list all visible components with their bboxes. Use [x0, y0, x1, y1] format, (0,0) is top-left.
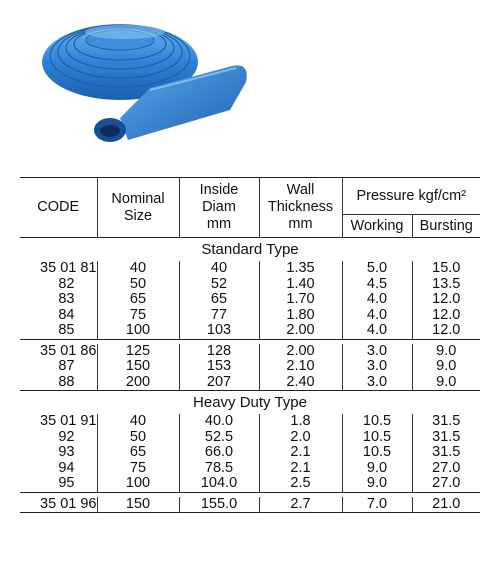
cell-nominal: 65	[97, 292, 179, 308]
section-title: Standard Type	[201, 241, 299, 258]
cell-wall: 1.35	[259, 261, 342, 277]
cell-wall: 1.70	[259, 292, 342, 308]
cell-code: 35 01 86	[40, 342, 97, 359]
cell-inside: 52.5	[179, 430, 259, 446]
table-body	[20, 238, 480, 514]
table-row	[20, 497, 480, 513]
cell-wall: 1.80	[259, 308, 342, 324]
cell-wall: 2.1	[259, 445, 342, 461]
header-code: CODE	[20, 178, 97, 238]
cell-inside: 52	[179, 277, 259, 293]
table-row	[20, 445, 480, 461]
cell-wall: 2.00	[259, 323, 342, 339]
cell-wall: 2.10	[259, 359, 342, 375]
table-row	[20, 292, 480, 308]
cell-code: 35 01 96	[40, 495, 97, 512]
cell-working: 4.0	[342, 308, 412, 324]
cell-working: 10.5	[342, 445, 412, 461]
cell-nominal: 65	[97, 445, 179, 461]
cell-inside: 104.0	[179, 476, 259, 492]
cell-working: 10.5	[342, 430, 412, 446]
cell-bursting: 9.0	[412, 359, 480, 375]
header-bursting: Bursting	[412, 215, 480, 238]
header-wall-thickness: Wall Thickness mm	[259, 178, 342, 238]
cell-wall: 2.00	[259, 344, 342, 360]
cell-code: 84	[58, 306, 75, 323]
cell-bursting: 21.0	[412, 497, 480, 513]
table-bottom-border	[20, 513, 480, 514]
header-pressure: Pressure kgf/cm²	[342, 178, 480, 215]
cell-bursting: 9.0	[412, 375, 480, 391]
table-row	[20, 430, 480, 446]
cell-code: 93	[58, 444, 75, 460]
cell-working: 3.0	[342, 344, 412, 360]
cell-inside: 153	[179, 359, 259, 375]
cell-nominal: 100	[97, 323, 179, 339]
cell-working: 7.0	[342, 497, 412, 513]
cell-inside: 40	[179, 261, 259, 277]
cell-working: 9.0	[342, 461, 412, 477]
cell-code: 82	[58, 275, 75, 292]
cell-bursting: 27.0	[412, 461, 480, 477]
cell-nominal: 125	[97, 344, 179, 360]
cell-wall: 2.0	[259, 430, 342, 446]
cell-wall: 2.5	[259, 476, 342, 492]
cell-working: 9.0	[342, 476, 412, 492]
cell-wall: 2.7	[259, 497, 342, 513]
cell-code: 35 01 81	[40, 260, 97, 276]
table-row	[20, 323, 480, 339]
cell-nominal: 150	[97, 359, 179, 375]
cell-inside: 128	[179, 344, 259, 360]
table-row	[20, 344, 480, 360]
table-row	[20, 476, 480, 492]
table-row	[20, 359, 480, 375]
spec-table	[20, 177, 480, 513]
cell-inside: 155.0	[179, 497, 259, 513]
cell-working: 4.5	[342, 277, 412, 293]
cell-code: 83	[58, 291, 75, 307]
cell-working: 5.0	[342, 261, 412, 277]
cell-code: 95	[58, 475, 75, 491]
cell-code: 94	[58, 459, 75, 476]
header-nominal-size: Nominal Size	[97, 178, 179, 238]
cell-wall: 1.40	[259, 277, 342, 293]
cell-bursting: 12.0	[412, 292, 480, 308]
cell-nominal: 200	[97, 375, 179, 391]
cell-code: 92	[58, 428, 75, 445]
table-row	[20, 414, 480, 430]
cell-nominal: 150	[97, 497, 179, 513]
cell-nominal: 40	[97, 414, 179, 430]
table-row	[20, 277, 480, 293]
cell-nominal: 50	[97, 277, 179, 293]
cell-working: 3.0	[342, 359, 412, 375]
cell-bursting: 9.0	[412, 344, 480, 360]
header-working: Working	[342, 215, 412, 238]
table-row	[20, 261, 480, 277]
table-row	[20, 461, 480, 477]
cell-nominal: 75	[97, 308, 179, 324]
cell-wall: 2.1	[259, 461, 342, 477]
cell-inside: 103	[179, 323, 259, 339]
cell-inside: 77	[179, 308, 259, 324]
cell-code: 87	[58, 358, 75, 374]
cell-inside: 66.0	[179, 445, 259, 461]
cell-inside: 40.0	[179, 414, 259, 430]
hose-photo	[0, 0, 500, 175]
cell-bursting: 27.0	[412, 476, 480, 492]
header-inside-diam: Inside Diam mm	[179, 178, 259, 238]
cell-inside: 207	[179, 375, 259, 391]
cell-bursting: 13.5	[412, 277, 480, 293]
section-title-row	[20, 391, 480, 414]
table-row	[20, 375, 480, 391]
cell-nominal: 100	[97, 476, 179, 492]
cell-inside: 78.5	[179, 461, 259, 477]
cell-bursting: 31.5	[412, 430, 480, 446]
cell-wall: 1.8	[259, 414, 342, 430]
cell-inside: 65	[179, 292, 259, 308]
cell-working: 10.5	[342, 414, 412, 430]
cell-code: 35 01 91	[40, 413, 97, 429]
cell-bursting: 12.0	[412, 323, 480, 339]
cell-nominal: 75	[97, 461, 179, 477]
cell-working: 4.0	[342, 292, 412, 308]
cell-bursting: 31.5	[412, 445, 480, 461]
section-title-row	[20, 238, 480, 262]
cell-working: 4.0	[342, 323, 412, 339]
cell-code: 85	[58, 322, 75, 338]
cell-nominal: 50	[97, 430, 179, 446]
cell-code: 88	[58, 373, 75, 390]
table-row	[20, 308, 480, 324]
cell-working: 3.0	[342, 375, 412, 391]
cell-bursting: 12.0	[412, 308, 480, 324]
cell-nominal: 40	[97, 261, 179, 277]
cell-wall: 2.40	[259, 375, 342, 391]
cell-bursting: 31.5	[412, 414, 480, 430]
cell-bursting: 15.0	[412, 261, 480, 277]
section-title: Heavy Duty Type	[193, 394, 307, 411]
